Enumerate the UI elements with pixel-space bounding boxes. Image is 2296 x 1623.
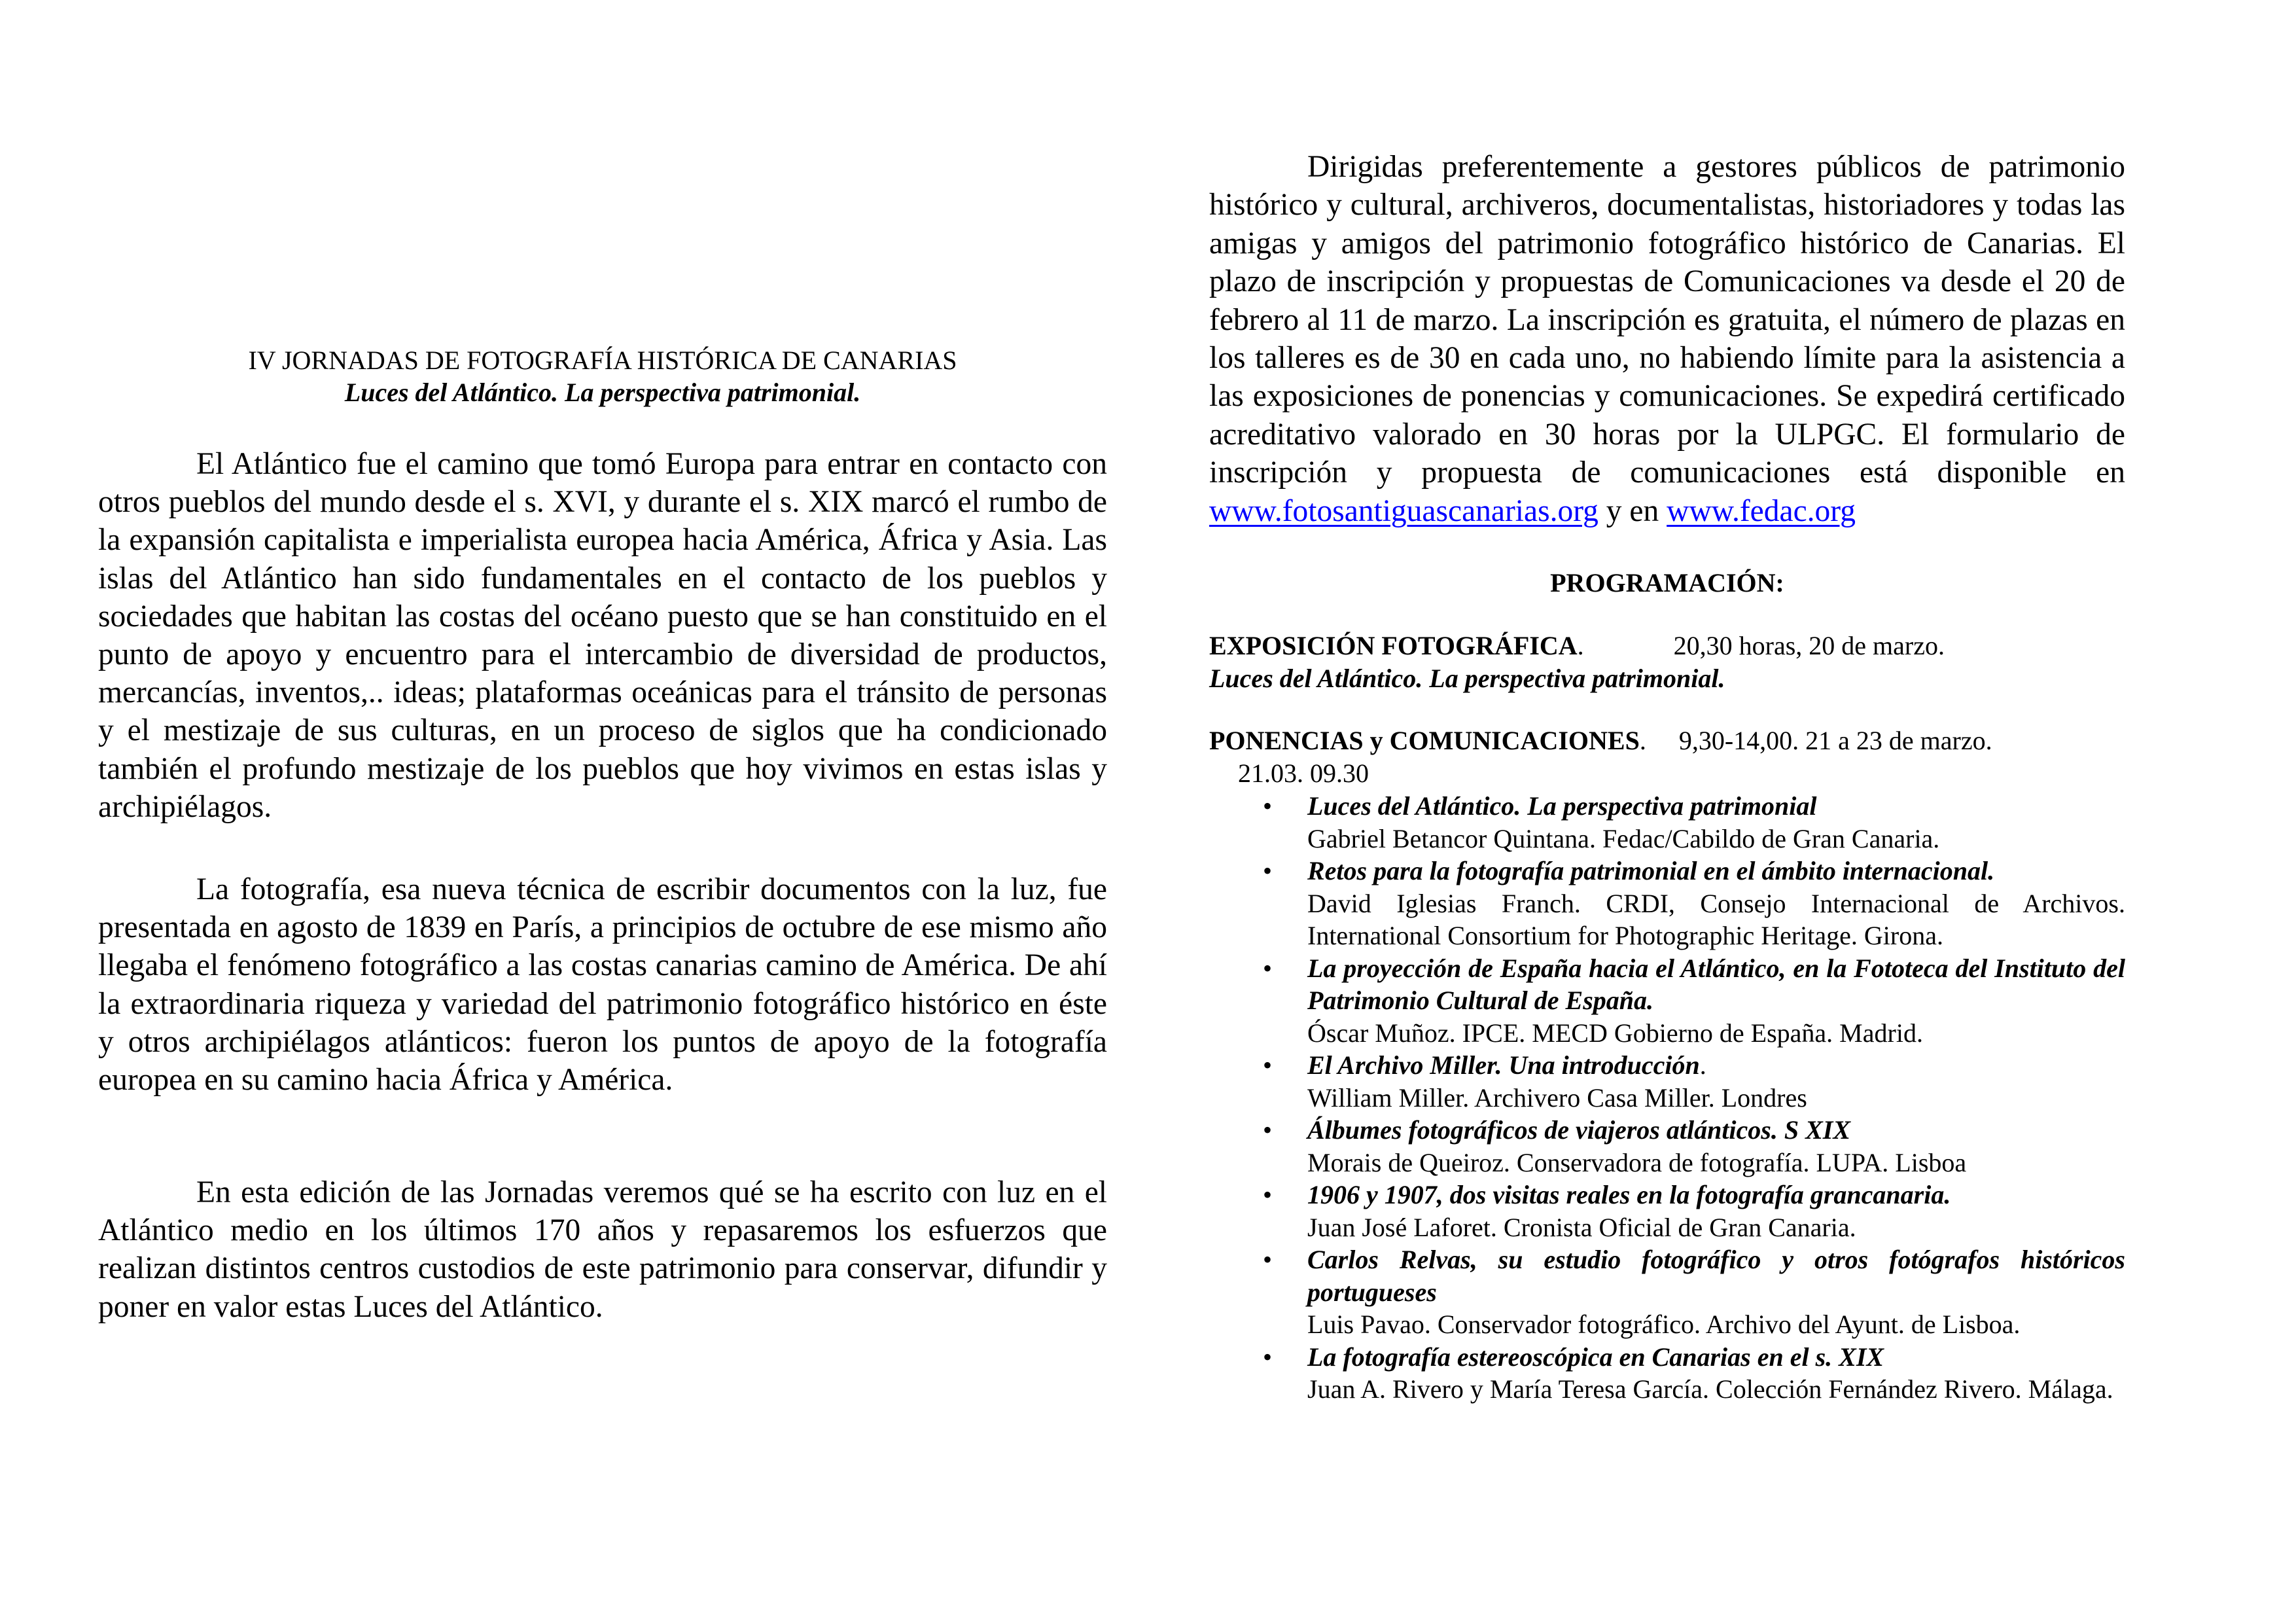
talk-list (1209, 790, 2125, 1406)
talk-speaker: Juan A. Rivero y María Teresa García. Colección Fernández Rivero. Málaga. (1307, 1374, 2113, 1404)
talk-speaker: David Iglesias Franch. CRDI, Consejo Internacional de Archivos. International Consortium for Photographic Heritage. Girona. (1307, 888, 2125, 950)
talk-speaker: Luis Pavao. Conservador fotográfico. Archivo del Ayunt. de Lisboa. (1307, 1310, 2021, 1339)
talk-title: 1906 y 1907, dos visitas reales en la fotografía grancanaria. (1307, 1180, 1951, 1209)
talk-item (1209, 1114, 2125, 1179)
talk-speaker: Gabriel Betancor Quintana. Fedac/Cabildo de Gran Canaria. (1307, 823, 1940, 853)
talk-title: El Archivo Miller. Una introducción (1307, 1050, 1700, 1080)
ponencias-schedule: 9,30-14,00. 21 a 23 de marzo. (1678, 726, 1992, 755)
talk-item (1209, 1179, 2125, 1243)
talk-title: Carlos Relvas, su estudio fotográfico y otros fotógrafos históricos portugueses (1307, 1245, 2125, 1307)
talk-title: Retos para la fotografía patrimonial en el ámbito internacional. (1307, 856, 1995, 885)
talk-item (1209, 1243, 2125, 1341)
talk-speaker: William Miller. Archivero Casa Miller. Londres (1307, 1082, 1807, 1113)
registration-paragraph (1209, 148, 2125, 530)
exposicion-schedule: 20,30 horas, 20 de marzo. (1673, 631, 1945, 660)
ponencias-label-suffix: . (1639, 726, 1646, 755)
exposicion-title: Luces del Atlántico. La perspectiva patrimonial. (1209, 664, 1725, 693)
programacion-heading: PROGRAMACIÓN: (1550, 568, 1784, 597)
document-title: IV JORNADAS DE FOTOGRAFÍA HISTÓRICA DE CANARIAS (248, 346, 957, 375)
exposicion-label-suffix: . (1577, 631, 1584, 660)
link-connector-text: y en (1598, 493, 1667, 528)
talk-title: La proyección de España hacia el Atlántico, en la Fototeca del Instituto del Patrimonio Cultural de España. (1307, 953, 2125, 1015)
bullet-icon: • (1263, 1342, 1273, 1372)
registration-text: Dirigidas preferentemente a gestores públicos de patrimonio histórico y cultural, archiveros, documentalistas, historiadores y todas las amigas y amigos del patrimonio fotográfico histórico de Canarias. El plazo de inscripción y propuestas de Comunicaciones va desde el 20 de febrero al 11 de marzo. La inscripción es gratuita, el número de plazas en los talleres es de 30 en cada uno, no habiendo límite para la asistencia a las exposiciones de ponencias y comunicaciones. Se expedirá certificado acreditativo valorado en 30 horas por la ULPGC. El formulario de inscripción y propuesta de comunicaciones está disponible en (1209, 150, 2125, 490)
talk-title-suffix: . (1699, 1050, 1706, 1080)
bullet-icon: • (1263, 856, 1273, 885)
talk-item (1209, 790, 2125, 855)
exposicion-header-line (1209, 630, 2125, 662)
talk-item (1209, 1341, 2125, 1406)
talk-title: Álbumes fotográficos de viajeros atlánticos. S XIX (1307, 1115, 1851, 1145)
exposicion-section (1209, 630, 2125, 695)
session-time: 21.03. 09.30 (1238, 758, 1369, 788)
intro-paragraph-edition: En esta edición de las Jornadas veremos qué se ha escrito con luz en el Atlántico medio en los últimos 170 años y repasaremos los esfuerzos que realizan distintos centros custodios de este patrimonio para conservar, difundir y poner en valor estas Luces del Atlántico. (98, 1175, 1107, 1324)
ponencias-label: PONENCIAS y COMUNICACIONES (1209, 726, 1640, 755)
fotosantiguascanarias-link[interactable]: www.fotosantiguascanarias.org (1209, 493, 1598, 528)
bullet-icon: • (1263, 1245, 1273, 1274)
bullet-icon: • (1263, 1050, 1273, 1080)
bullet-icon: • (1263, 791, 1273, 821)
talk-title: Luces del Atlántico. La perspectiva patrimonial (1307, 791, 1817, 821)
talk-speaker: Morais de Queiroz. Conservadora de fotografía. LUPA. Lisboa (1307, 1147, 1967, 1177)
talk-item (1209, 1049, 2125, 1114)
bullet-icon: • (1263, 953, 1273, 983)
exposicion-label: EXPOSICIÓN FOTOGRÁFICA (1209, 631, 1578, 660)
talk-title: La fotografía estereoscópica en Canarias en el s. XIX (1307, 1342, 1884, 1372)
talk-item (1209, 952, 2125, 1050)
intro-paragraph-photography: La fotografía, esa nueva técnica de escribir documentos con la luz, fue presentada en agosto de 1839 en París, a principios de octubre de ese mismo año llegaba el fenómeno fotográfico a las costas canarias camino de América. De ahí la extraordinaria riqueza y variedad del patrimonio fotográfico histórico en éste y otros archipiélagos atlánticos: fueron los puntos de apoyo de la fotografía europea en su camino hacia África y América. (98, 872, 1107, 1097)
ponencias-header-line (1209, 724, 2125, 757)
talk-speaker: Juan José Laforet. Cronista Oficial de Gran Canaria. (1307, 1212, 1856, 1242)
talk-item (1209, 855, 2125, 952)
talk-speaker: Óscar Muñoz. IPCE. MECD Gobierno de España. Madrid. (1307, 1018, 1923, 1048)
fedac-link[interactable]: www.fedac.org (1667, 493, 1856, 528)
intro-paragraph-atlantic: El Atlántico fue el camino que tomó Europa para entrar en contacto con otros pueblos del mundo desde el s. XVI, y durante el s. XIX marcó el rumbo de la expansión capitalista e imperialista europea hacia América, África y Asia. Las islas del Atlántico han sido fundamentales en el contacto de los pueblos y sociedades que habitan las costas del océano puesto que se han constituido en el punto de apoyo y encuentro para el intercambio de diversidad de productos, mercancías, inventos,.. ideas; plataformas oceánicas para el tránsito de personas y el mestizaje de sus culturas, en un proceso de siglos que ha condicionado también el profundo mestizaje de los pueblos que hoy vivimos en estas islas y archipiélagos. (98, 447, 1107, 824)
talk-title-wrap (1307, 1049, 2125, 1082)
document-subtitle: Luces del Atlántico. La perspectiva patrimonial. (344, 378, 861, 407)
ponencias-section (1209, 724, 2125, 790)
bullet-icon: • (1263, 1180, 1273, 1209)
bullet-icon: • (1263, 1115, 1273, 1145)
